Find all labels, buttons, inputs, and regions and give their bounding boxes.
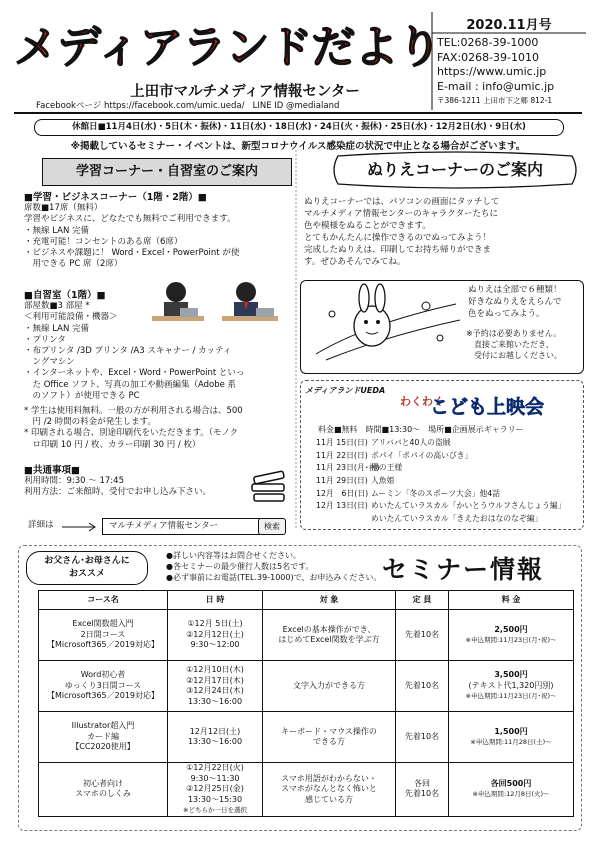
- course-line: ゆっくり3日間コース: [64, 680, 142, 690]
- capacity-line: 先着10名: [404, 629, 440, 639]
- nurie-note-line: ※予約は必要ありません。: [466, 329, 562, 338]
- fee-cell: [449, 610, 574, 661]
- screening-date: 12月 13日(日): [316, 501, 368, 511]
- business-corner-title: ■学習・ビジネスコーナー（1階・2階）■: [24, 192, 207, 203]
- column-divider: [294, 150, 298, 530]
- common-line: 利用方法：ご来館時、受付でお申し込み下さい。: [24, 487, 212, 498]
- capacity-cell: [396, 610, 449, 661]
- room-note: ロ印刷 10 円 / 枚、カラー印刷 30 円 / 枚）: [24, 439, 201, 450]
- course-line: 【Microsoft365／2019対応】: [46, 691, 160, 701]
- header-divider: [14, 112, 582, 114]
- col-date: 日 時: [168, 591, 263, 610]
- room-note: * 学生は使用料無料。一般の方が利用される場合は、500: [24, 406, 243, 417]
- course-line: 初心者向け: [83, 778, 123, 788]
- room-line: のソフト）が使用できる PC: [24, 390, 140, 401]
- business-line: 席数■17席（無料）: [24, 203, 103, 214]
- date-line: ①12月10日(木): [186, 665, 244, 674]
- date-line: ③12月24日(木): [186, 686, 244, 695]
- screening-date: 11月 22日(日): [316, 450, 368, 460]
- coloring-rabbit-icon: [306, 284, 464, 368]
- room-line: 部屋数■3 部屋 *: [24, 301, 90, 312]
- screening-row: [316, 450, 578, 463]
- study-heading: 学習コーナー・自習室のご案内: [42, 158, 292, 186]
- business-line: ・ビジネスや課題に！ Word・Excel・PowerPoint が使: [24, 248, 240, 259]
- search-button[interactable]: 検索: [258, 518, 286, 535]
- date-line: ※どちらか一日を選択: [183, 806, 247, 814]
- fee-cell: [449, 661, 574, 712]
- date-line: 12月12日(土): [189, 726, 241, 736]
- seminar-title: セミナー情報: [382, 555, 545, 584]
- capacity-cell: [396, 712, 449, 763]
- course-line: 【CC2020使用】: [71, 742, 135, 752]
- fee-line: (テキスト代1,320円別): [468, 680, 554, 690]
- fee-note: ※申込期間:11月23日(月･祝)～: [465, 692, 557, 701]
- nurie-side-line: 色をぬってみよう。: [468, 309, 545, 319]
- course-line: Word初心者: [80, 670, 126, 680]
- capacity-line: 先着10名: [404, 731, 440, 741]
- target-line: できる方: [313, 737, 345, 746]
- kids-waku: わくわく: [400, 395, 444, 408]
- seminar-row: [39, 712, 574, 763]
- contact-frame: [428, 12, 588, 112]
- kids-brand: メディアランドUEDA: [305, 386, 386, 395]
- center-name: 上田市マルチメディア情報センター: [130, 84, 360, 100]
- website-link[interactable]: https://www.umic.jp: [437, 65, 547, 78]
- seminar-notes: [166, 550, 386, 583]
- capacity-line: 各回: [414, 778, 430, 788]
- target-line: Excelの基本操作ができ、: [282, 624, 376, 634]
- capacity-line: 先着10名: [404, 680, 440, 690]
- nurie-side-line: 好きなぬりえをえらんで: [468, 297, 562, 307]
- target-cell: [263, 610, 396, 661]
- address: 〒386-1211 上田市下之郷 812-1: [437, 96, 553, 105]
- screening-title: ムーミン「冬のスポーツ大会」他4話: [371, 488, 501, 498]
- date-line: ①12月 5日(土): [187, 619, 243, 629]
- col-fee: 料 金: [449, 591, 574, 610]
- self-study-room-title: ■自習室（1階）■: [24, 290, 106, 301]
- room-line: ・布プリンタ /3D プリンタ /A3 スキャナー / カッティ: [24, 346, 232, 357]
- date-cell: [168, 712, 263, 763]
- col-course: コース名: [39, 591, 168, 610]
- facebook-link[interactable]: Facebookページ https://facebook.com/umic.ueda/: [36, 101, 245, 111]
- common-info-section: [24, 465, 274, 499]
- date-cell: [168, 763, 263, 817]
- covid-notice: ※掲載しているセミナー・イベントは、新型コロナウイルス感染症の状況で中止となる場合がございます。: [70, 141, 526, 152]
- fee-line: 2,500円: [494, 624, 528, 634]
- screening-title: ポパイ「ポパイの高いびき」: [371, 450, 473, 460]
- seminar-header-row: [39, 591, 574, 610]
- nurie-note-line: 直接ご来館いただき、: [466, 340, 554, 349]
- seminar-row: [39, 763, 574, 817]
- date-cell: [168, 610, 263, 661]
- nurie-heading: ぬりえコーナーのご案内: [366, 160, 543, 179]
- course-cell: [39, 712, 168, 763]
- course-line: 【Microsoft365／2019対応】: [46, 640, 160, 650]
- room-line: ・インターネットや、Excel・Word・PowerPoint といっ: [24, 368, 245, 379]
- nurie-note-line: 受付にお越しください。: [466, 351, 562, 360]
- arrow-right-icon: [62, 522, 100, 532]
- seminar-row: [39, 661, 574, 712]
- common-line: 利用時間：9:30 ～ 17:45: [24, 476, 124, 487]
- target-line: はじめてExcel関数を学ぶ方: [278, 635, 380, 644]
- screening-date: [316, 513, 371, 526]
- business-line: ・無線 LAN 完備: [24, 225, 90, 236]
- course-cell: [39, 661, 168, 712]
- recommend-line: おススメ: [68, 569, 105, 579]
- room-line: た Office ソフト、写真の加工や動画編集（Adobe 系: [24, 379, 237, 390]
- course-cell: [39, 763, 168, 817]
- nurie-line: 色や模様をぬることができます。: [304, 221, 431, 231]
- course-cell: [39, 610, 168, 661]
- self-study-room-section: [24, 290, 299, 451]
- fee-note: ※申込期間:12月8日(火)～: [472, 790, 550, 799]
- fee-note: ※申込期間:11月28日(土)～: [470, 738, 552, 746]
- common-info-title: ■共通事項■: [24, 465, 80, 476]
- room-line: ングマシン: [24, 357, 75, 368]
- target-cell: [263, 763, 396, 817]
- course-line: Illustrator超入門: [71, 721, 135, 731]
- capacity-line: 先着10名: [404, 789, 440, 799]
- nurie-line: 完成したぬりえは、印刷してお持ち帰りができま: [304, 245, 492, 255]
- seminar-note: ●必ず事前にお電話(TEL.39-1000)で、お申込みください。: [166, 573, 382, 582]
- screening-row: [316, 500, 578, 513]
- screening-title: アリババと40人の盗賊: [371, 438, 451, 447]
- nurie-side-line: ぬりえは全部で６種類！: [468, 285, 562, 295]
- kids-screening-title: こども上映会: [430, 396, 545, 418]
- nurie-line: す。ぜひあそんでみてね。: [304, 257, 406, 267]
- tel: TEL:0268-39-1000: [437, 36, 539, 49]
- screening-title: 人魚姫: [371, 476, 395, 486]
- books-icon: [250, 470, 290, 506]
- target-line: スマホ用語がわからない・: [281, 773, 377, 783]
- recommend-badge: [26, 551, 148, 585]
- holiday-banner: 休館日■11月4日(水)・5日(木・振休)・11日(水)・18日(水)・24日(火・振休)・25日(水)・12月2日(水)・9日(水): [34, 119, 564, 136]
- date-cell: [168, 661, 263, 712]
- fee-line: 1,500円: [494, 726, 528, 736]
- course-line: カード編: [87, 731, 119, 741]
- business-line: ・充電可能！コンセントのある席（6席）: [24, 236, 183, 247]
- screening-row: [316, 462, 578, 475]
- sns-line: [36, 99, 339, 111]
- target-line: 感じている方: [305, 794, 353, 804]
- fee-line: 各回500円: [490, 778, 532, 788]
- seminar-table: [38, 590, 574, 817]
- capacity-cell: [396, 661, 449, 712]
- business-corner-section: [24, 192, 289, 270]
- kids-screening-info: 料金■無料 時間■13:30～ 場所■企画展示ギャラリー: [318, 425, 524, 434]
- recommend-line: お父さん･お母さんに: [44, 556, 130, 566]
- nurie-line: ぬりえコーナーでは、パソコンの画面にタッチして: [304, 197, 500, 207]
- screening-title: めいたんていラスカル「かいとうウルフさんじょう編」: [371, 501, 566, 511]
- nurie-line: とてもかんたんに操作できるのでぬってみよう！: [304, 233, 492, 243]
- target-line: スマホがなんとなく怖いと: [281, 784, 377, 793]
- target-cell: [263, 712, 396, 763]
- issue-label: 2020.11月号: [466, 18, 552, 33]
- date-line: 9:30～11:30: [190, 773, 240, 783]
- date-line: 13:30～16:00: [187, 737, 243, 746]
- screening-row: [316, 513, 578, 526]
- business-line: 用できる PC 席（2席）: [24, 259, 123, 270]
- col-target: 対 象: [263, 591, 396, 610]
- course-line: Excel関数超入門: [72, 619, 134, 629]
- capacity-cell: [396, 763, 449, 817]
- newsletter-title: メディアランドだより: [14, 22, 441, 73]
- date-line: ②12月17日(木): [186, 675, 244, 685]
- target-line: キーボード・マウス操作の: [281, 726, 377, 736]
- date-line: ②12月12日(土): [186, 629, 244, 639]
- room-line: ＜利用可能設備・機器＞: [24, 312, 118, 323]
- search-query-box[interactable]: マルチメディア情報センター: [102, 518, 260, 535]
- room-note: 円 /2 時間の料金が発生します。: [24, 417, 156, 428]
- screening-row: [316, 488, 578, 501]
- room-line: ・無線 LAN 完備: [24, 323, 90, 334]
- line-id: LINE ID @medialand: [252, 101, 340, 111]
- fee-cell: [449, 763, 574, 817]
- business-line: 学習やビジネスに、どなたでも無料でご利用できます。: [24, 214, 236, 225]
- screening-date: 12月 6日(日): [316, 488, 369, 498]
- room-note: * 印刷される場合、別途印刷代をいただきます。（モノク: [24, 428, 239, 439]
- fee-note: ※申込期間:11月23日(月･祝)～: [465, 636, 557, 644]
- fee-line: 3,500円: [494, 670, 528, 680]
- seminar-row: [39, 610, 574, 661]
- seminar-note: ●詳しい内容等はお問合せください。: [166, 551, 301, 560]
- kids-screening-list: [316, 437, 578, 526]
- date-line: ②12月25日(金): [186, 784, 244, 793]
- fee-cell: [449, 712, 574, 763]
- fax: FAX:0268-39-1010: [437, 50, 540, 64]
- course-line: スマホのしくみ: [75, 789, 131, 799]
- screening-title: 裸の王様: [371, 463, 403, 473]
- screening-date: 11月 29日(日): [316, 476, 368, 486]
- date-line: 9:30～12:00: [190, 640, 240, 650]
- target-line: 文字入力ができる方: [293, 680, 365, 690]
- col-capacity: 定 員: [396, 591, 449, 610]
- screening-row: [316, 437, 578, 450]
- nurie-note: [466, 328, 582, 361]
- room-line: ・プリンタ: [24, 334, 66, 345]
- screening-title: めいたんていラスカル「きえたおはなのなぞ編」: [371, 514, 543, 524]
- date-line: ①12月22日(火): [186, 763, 244, 772]
- nurie-side-text: [468, 284, 578, 320]
- screening-date: 11月 23日(月･祝): [316, 463, 380, 473]
- target-cell: [263, 661, 396, 712]
- screening-row: [316, 475, 578, 488]
- screening-date: 11月 15日(日): [316, 438, 368, 447]
- seminar-note: ●各セミナーの最少催行人数は5名です。: [166, 562, 314, 571]
- detail-label: 詳細は: [28, 520, 54, 530]
- nurie-line: マルチメディア情報センターのキャラクターたちに: [304, 209, 498, 219]
- email-link[interactable]: E-mail : info@umic.jp: [437, 79, 555, 93]
- nurie-description: [304, 196, 582, 268]
- course-line: 2日間コース: [80, 629, 126, 639]
- date-line: 13:30～16:00: [187, 696, 243, 706]
- date-line: 13:30～15:30: [187, 794, 243, 804]
